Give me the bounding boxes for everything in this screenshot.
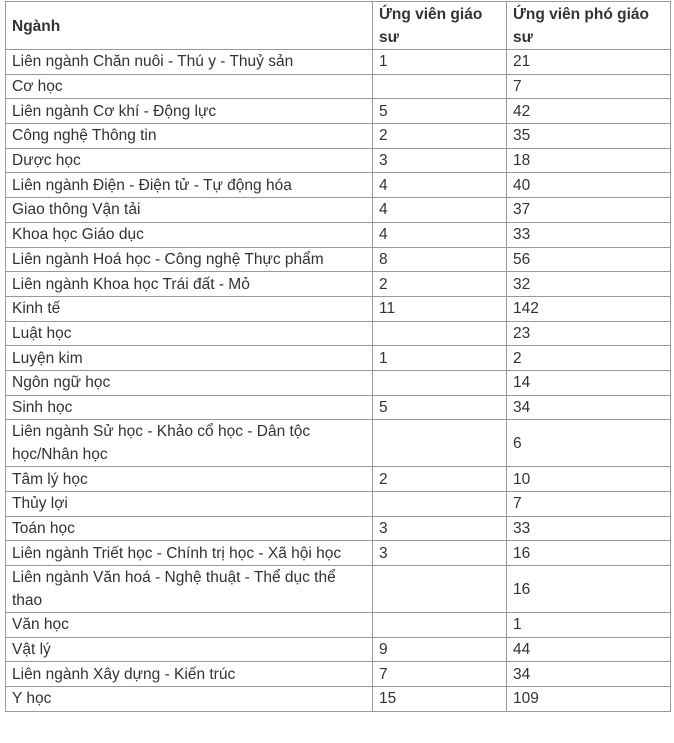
cell-nganh: Công nghệ Thông tin	[6, 124, 373, 149]
table-row	[6, 148, 671, 173]
cell-nganh: Vật lý	[6, 637, 373, 662]
cell-gs: 2	[373, 124, 507, 149]
cell-gs: 2	[373, 272, 507, 297]
cell-nganh: Y học	[6, 687, 373, 712]
table-row	[6, 198, 671, 223]
table-row	[6, 662, 671, 687]
cell-nganh: Thủy lợi	[6, 492, 373, 517]
cell-gs	[373, 566, 507, 613]
cell-gs: 1	[373, 346, 507, 371]
cell-nganh: Liên ngành Hoá học - Công nghệ Thực phẩm	[6, 247, 373, 272]
cell-nganh: Liên ngành Triết học - Chính trị học - Xã hội học	[6, 541, 373, 566]
cell-pgs: 40	[507, 173, 671, 198]
table-row	[6, 296, 671, 321]
cell-gs: 3	[373, 541, 507, 566]
table-row	[6, 566, 671, 613]
table-row	[6, 346, 671, 371]
cell-nganh: Dược học	[6, 148, 373, 173]
cell-gs: 11	[373, 296, 507, 321]
cell-pgs: 56	[507, 247, 671, 272]
cell-pgs: 1	[507, 613, 671, 638]
cell-gs: 4	[373, 222, 507, 247]
cell-pgs: 14	[507, 370, 671, 395]
cell-nganh: Khoa học Giáo dục	[6, 222, 373, 247]
cell-nganh: Sinh học	[6, 395, 373, 420]
cell-pgs: 44	[507, 637, 671, 662]
cell-pgs: 35	[507, 124, 671, 149]
cell-pgs: 33	[507, 516, 671, 541]
cell-nganh: Liên ngành Cơ khí - Động lực	[6, 99, 373, 124]
cell-gs: 5	[373, 99, 507, 124]
cell-gs: 4	[373, 198, 507, 223]
table-row	[6, 467, 671, 492]
table-row	[6, 173, 671, 198]
cell-nganh: Luyện kim	[6, 346, 373, 371]
cell-gs: 7	[373, 662, 507, 687]
cell-gs	[373, 370, 507, 395]
table-row	[6, 272, 671, 297]
table-row	[6, 370, 671, 395]
cell-pgs: 7	[507, 492, 671, 517]
cell-nganh: Giao thông Vận tải	[6, 198, 373, 223]
cell-pgs: 142	[507, 296, 671, 321]
cell-pgs: 16	[507, 541, 671, 566]
cell-nganh: Luật học	[6, 321, 373, 346]
cell-pgs: 23	[507, 321, 671, 346]
cell-pgs: 16	[507, 566, 671, 613]
cell-pgs: 7	[507, 74, 671, 99]
table-row	[6, 74, 671, 99]
table-row	[6, 99, 671, 124]
cell-pgs: 21	[507, 50, 671, 75]
table-row	[6, 420, 671, 467]
table-row	[6, 321, 671, 346]
cell-pgs: 2	[507, 346, 671, 371]
cell-pgs: 37	[507, 198, 671, 223]
cell-gs: 4	[373, 173, 507, 198]
candidates-table	[5, 1, 671, 712]
table-row	[6, 687, 671, 712]
cell-pgs: 32	[507, 272, 671, 297]
cell-pgs: 109	[507, 687, 671, 712]
cell-gs: 9	[373, 637, 507, 662]
cell-nganh: Liên ngành Khoa học Trái đất - Mỏ	[6, 272, 373, 297]
cell-nganh: Kinh tế	[6, 296, 373, 321]
header-professor-candidates: Ứng viên giáo sư	[373, 2, 507, 50]
cell-nganh: Liên ngành Sử học - Khảo cổ học - Dân tộc học/Nhân học	[6, 420, 373, 467]
cell-gs	[373, 321, 507, 346]
cell-pgs: 10	[507, 467, 671, 492]
cell-gs	[373, 492, 507, 517]
cell-gs	[373, 613, 507, 638]
cell-nganh: Ngôn ngữ học	[6, 370, 373, 395]
cell-nganh: Tâm lý học	[6, 467, 373, 492]
table-row	[6, 637, 671, 662]
cell-pgs: 34	[507, 662, 671, 687]
cell-gs: 1	[373, 50, 507, 75]
cell-gs: 3	[373, 516, 507, 541]
cell-nganh: Liên ngành Văn hoá - Nghệ thuật - Thể dục thể thao	[6, 566, 373, 613]
table-row	[6, 50, 671, 75]
header-associate-professor-candidates: Ứng viên phó giáo sư	[507, 2, 671, 50]
cell-pgs: 18	[507, 148, 671, 173]
cell-nganh: Liên ngành Chăn nuôi - Thú y - Thuỷ sản	[6, 50, 373, 75]
cell-gs	[373, 74, 507, 99]
table-row	[6, 492, 671, 517]
cell-nganh: Liên ngành Điện - Điện tử - Tự động hóa	[6, 173, 373, 198]
cell-gs: 3	[373, 148, 507, 173]
cell-pgs: 6	[507, 420, 671, 467]
cell-nganh: Toán học	[6, 516, 373, 541]
table-row	[6, 247, 671, 272]
cell-gs: 2	[373, 467, 507, 492]
header-nganh: Ngành	[6, 2, 373, 50]
table-row	[6, 516, 671, 541]
table-row	[6, 395, 671, 420]
table-body	[6, 50, 671, 712]
cell-pgs: 34	[507, 395, 671, 420]
cell-gs: 15	[373, 687, 507, 712]
cell-nganh: Văn học	[6, 613, 373, 638]
cell-pgs: 33	[507, 222, 671, 247]
cell-nganh: Cơ học	[6, 74, 373, 99]
table-row	[6, 613, 671, 638]
cell-gs: 8	[373, 247, 507, 272]
cell-gs: 5	[373, 395, 507, 420]
table-row	[6, 541, 671, 566]
cell-gs	[373, 420, 507, 467]
table-row	[6, 124, 671, 149]
table-header-row	[6, 2, 671, 50]
cell-nganh: Liên ngành Xây dựng - Kiến trúc	[6, 662, 373, 687]
cell-pgs: 42	[507, 99, 671, 124]
table-row	[6, 222, 671, 247]
